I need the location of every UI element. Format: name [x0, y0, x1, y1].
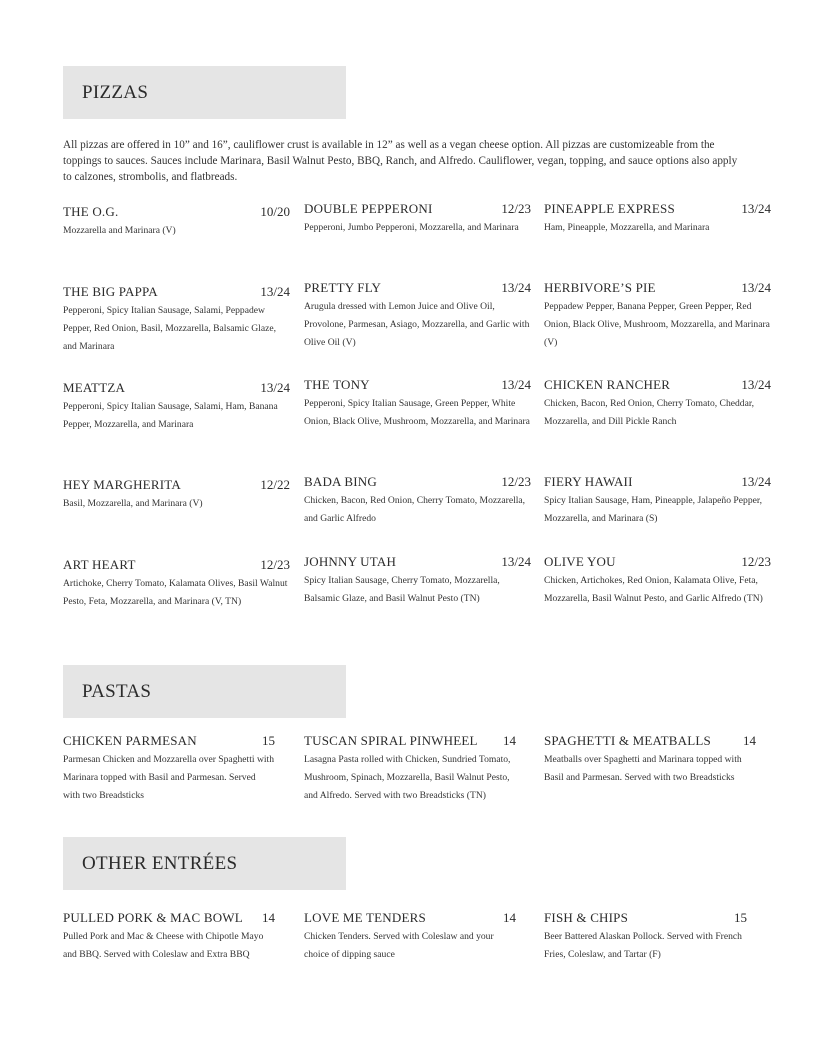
menu-item [63, 204, 290, 240]
item-name: THE TONY [304, 377, 370, 392]
item-name: DOUBLE PEPPERONI [304, 201, 433, 216]
section-header-pizzas [63, 66, 346, 119]
menu-item [304, 910, 516, 964]
item-name: SPAGHETTI & MEATBALLS [544, 733, 711, 748]
menu-item [544, 201, 771, 237]
item-price: 12/23 [260, 557, 290, 572]
item-name: HERBIVORE’S PIE [544, 280, 656, 295]
menu-item [544, 910, 747, 964]
item-price: 12/23 [501, 474, 531, 489]
item-name: FISH & CHIPS [544, 910, 629, 925]
section-title: PIZZAS [82, 81, 149, 103]
item-price: 13/24 [260, 284, 290, 299]
item-description: Pepperoni, Spicy Italian Sausage, Salami, Ham, Banana Pepper, Mozzarella, and Marinara [63, 401, 278, 430]
menu-item [63, 477, 290, 513]
menu-item [304, 280, 531, 352]
item-name: FIERY HAWAII [544, 474, 633, 489]
menu-item [304, 377, 531, 431]
section-title: PASTAS [82, 680, 152, 702]
item-name: HEY MARGHERITA [63, 477, 181, 492]
menu-item [63, 284, 290, 356]
item-name: MEATTZA [63, 380, 126, 395]
menu-item [63, 557, 290, 611]
item-description: Spicy Italian Sausage, Cherry Tomato, Mozzarella, Balsamic Glaze, and Basil Walnut Pesto (TN) [304, 575, 500, 604]
item-name: OLIVE YOU [544, 554, 616, 569]
item-description: Arugula dressed with Lemon Juice and Olive Oil, Provolone, Parmesan, Asiago, Mozzarella, and Garlic with Olive Oil (V) [304, 301, 530, 348]
item-description: Pepperoni, Spicy Italian Sausage, Green Pepper, White Onion, Black Olive, Mushroom, Mozzarella, and Marinara [304, 398, 530, 427]
section-title: OTHER ENTRÉES [82, 852, 238, 874]
item-price: 13/24 [741, 474, 771, 489]
item-description: Pulled Pork and Mac & Cheese with Chipotle Mayo and BBQ. Served with Coleslaw and Extra BBQ [63, 931, 264, 960]
item-description: Basil, Mozzarella, and Marinara (V) [63, 498, 203, 509]
item-name: TUSCAN SPIRAL PINWHEEL [304, 733, 478, 748]
menu-item [544, 733, 756, 787]
item-price: 12/23 [501, 201, 531, 216]
item-price: 13/24 [501, 280, 531, 295]
item-description: Beer Battered Alaskan Pollock. Served with French Fries, Coleslaw, and Tartar (F) [544, 931, 742, 960]
item-description: Lasagna Pasta rolled with Chicken, Sundried Tomato, Mushroom, Spinach, Mozzarella, Basil Walnut Pesto, and Alfredo. Served with two Breadsticks (TN) [304, 754, 511, 801]
menu-item [304, 554, 531, 608]
item-name: JOHNNY UTAH [304, 554, 397, 569]
menu-item [304, 733, 516, 805]
item-description: Chicken Tenders. Served with Coleslaw and your choice of dipping sauce [304, 931, 494, 960]
item-name: ART HEART [63, 557, 136, 572]
item-price: 13/24 [741, 201, 771, 216]
item-name: PINEAPPLE EXPRESS [544, 201, 675, 216]
item-name: PRETTY FLY [304, 280, 382, 295]
item-description: Chicken, Bacon, Red Onion, Cherry Tomato, Mozzarella, and Garlic Alfredo [304, 495, 526, 524]
item-price: 15 [734, 910, 747, 925]
item-name: THE O.G. [63, 204, 119, 219]
item-name: CHICKEN RANCHER [544, 377, 671, 392]
menu-item [544, 554, 771, 608]
item-name: CHICKEN PARMESAN [63, 733, 197, 748]
item-price: 12/23 [741, 554, 771, 569]
item-description: Parmesan Chicken and Mozzarella over Spaghetti with Marinara topped with Basil and Parmesan. Served with two Breadsticks [63, 754, 274, 801]
menu-item [544, 474, 771, 528]
menu-item [63, 380, 290, 434]
item-description: Pepperoni, Spicy Italian Sausage, Salami, Peppadew Pepper, Red Onion, Basil, Mozzarella, Balsamic Glaze, and Marinara [63, 305, 277, 352]
item-price: 14 [262, 910, 275, 925]
item-price: 13/24 [501, 377, 531, 392]
section-header-pastas [63, 665, 346, 718]
section-header-entrees [63, 837, 346, 890]
item-name: PULLED PORK & MAC BOWL [63, 910, 243, 925]
item-price: 14 [503, 733, 516, 748]
menu-item [304, 201, 531, 237]
item-description: Ham, Pineapple, Mozzarella, and Marinara [544, 222, 710, 233]
menu-item [63, 733, 275, 805]
item-price: 10/20 [260, 204, 290, 219]
item-description: Meatballs over Spaghetti and Marinara topped with Basil and Parmesan. Served with two Breadsticks [544, 754, 742, 783]
item-description: Spicy Italian Sausage, Ham, Pineapple, Jalapeño Pepper, Mozzarella, and Marinara (S) [544, 495, 763, 524]
item-name: THE BIG PAPPA [63, 284, 158, 299]
menu-item [544, 377, 771, 431]
item-price: 12/22 [260, 477, 290, 492]
item-name: BADA BING [304, 474, 377, 489]
menu-item [304, 474, 531, 528]
pizzas-intro: All pizzas are offered in 10” and 16”, cauliflower crust is available in 12” as well as a vegan cheese option. All pizzas are customizeable from the toppings to sauces. Sauces include Marinara, Basil Walnut Pesto, BBQ, Ranch, and Alfredo. Cauliflower, vegan, topping, and sauce options also apply to calzones, strombolis, and flatbreads. [63, 139, 738, 183]
item-description: Chicken, Bacon, Red Onion, Cherry Tomato, Cheddar, Mozzarella, and Dill Pickle Ranch [544, 398, 755, 427]
item-name: LOVE ME TENDERS [304, 910, 426, 925]
item-price: 14 [503, 910, 516, 925]
item-description: Pepperoni, Jumbo Pepperoni, Mozzarella, and Marinara [304, 222, 519, 233]
item-price: 13/24 [741, 280, 771, 295]
item-price: 13/24 [741, 377, 771, 392]
item-price: 13/24 [260, 380, 290, 395]
item-price: 14 [743, 733, 756, 748]
item-description: Peppadew Pepper, Banana Pepper, Green Pepper, Red Onion, Black Olive, Mushroom, Mozzarella, and Marinara (V) [544, 301, 770, 348]
item-description: Artichoke, Cherry Tomato, Kalamata Olives, Basil Walnut Pesto, Feta, Mozzarella, and Marinara (V, TN) [63, 578, 288, 607]
menu-item [63, 910, 275, 964]
item-price: 13/24 [501, 554, 531, 569]
menu-item [544, 280, 771, 352]
item-price: 15 [262, 733, 275, 748]
item-description: Mozzarella and Marinara (V) [63, 225, 176, 236]
item-description: Chicken, Artichokes, Red Onion, Kalamata Olive, Feta, Mozzarella, Basil Walnut Pesto, and Garlic Alfredo (TN) [544, 575, 763, 604]
